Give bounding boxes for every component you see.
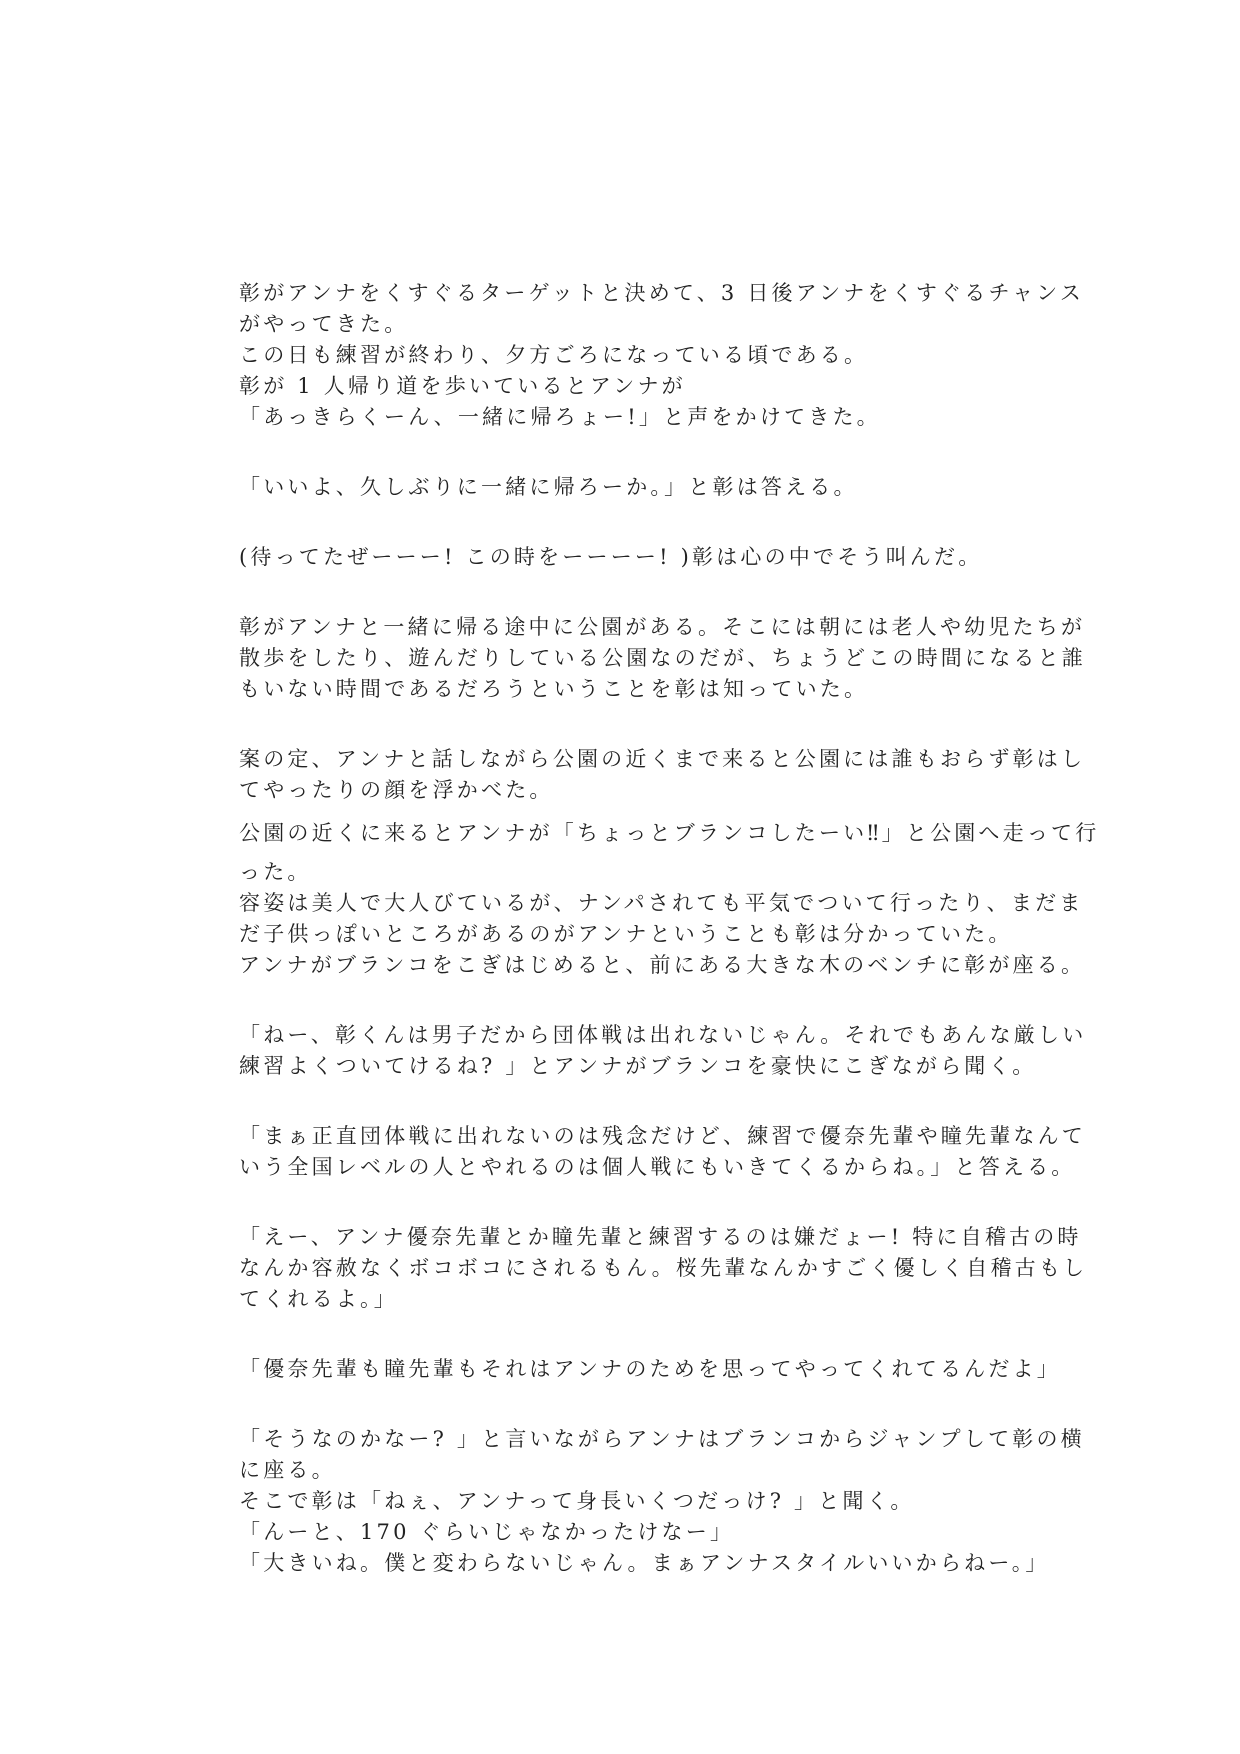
- story-text: [239, 278, 1100, 1579]
- paragraph-8: [239, 1121, 1086, 1183]
- paragraph-3: [239, 542, 1009, 573]
- text-line: そこで彰は「ねぇ、アンナって身長いくつだっけ? 」と聞く。: [239, 1489, 915, 1513]
- text-line: 練習よくついてけるね? 」とアンナがブランコを豪快にこぎながら聞く。: [239, 1054, 1037, 1078]
- text-line: だ子供っぽいところがあるのがアンナということも彰は分かっていた。: [239, 922, 1013, 946]
- text-line: 案の定、アンナと話しながら公園の近くまで来ると公園には誰もおらず彰はし: [239, 747, 1086, 771]
- paragraph-7: [239, 1020, 1087, 1082]
- text-line: 「いいよ、久しぶりに一緒に帰ろーか。」と彰は答える。: [239, 475, 858, 499]
- text-line: アンナがブランコをこぎはじめると、前にある大きな木のベンチに彰が座る。: [239, 953, 1086, 977]
- text-line: 「あっきらくーん、一緒に帰ろょー!」と声をかけてきた。: [239, 405, 881, 429]
- text-line: 容姿は美人で大人びているが、ナンパされても平気でついて行ったり、まだま: [239, 891, 1084, 915]
- text-line: った。: [239, 860, 312, 884]
- text-line: 「優奈先輩も瞳先輩もそれはアンナのためを思ってやってくれてるんだよ」: [239, 1357, 1061, 1381]
- text-line: 「大きいね。僕と変わらないじゃん。まぁアンナスタイルいいからねー。」: [239, 1551, 1050, 1575]
- text-line: 公園の近くに来るとアンナが「ちょっとブランコしたーい‼」と公園へ走って行: [239, 821, 1100, 845]
- text-line: いう全国レベルの人とやれるのは個人戦にもいきてくるからね。」と答える。: [239, 1155, 1076, 1179]
- text-line: 「まぁ正直団体戦に出れないのは残念だけど、練習で優奈先輩や瞳先輩なんて: [239, 1124, 1086, 1148]
- text-line: 彰がアンナと一緒に帰る途中に公園がある。そこには朝には老人や幼児たちが: [239, 615, 1086, 639]
- paragraph-9: [239, 1222, 1088, 1315]
- paragraph-gap: [239, 1385, 1009, 1424]
- text-line: 「えー、アンナ優奈先輩とか瞳先輩と練習するのは嫌だょー! 特に自稽古の時: [239, 1225, 1082, 1249]
- paragraph-gap: [239, 806, 1009, 818]
- paragraph-gap: [239, 503, 1009, 542]
- text-line: なんか容赦なくボコボコにされるもん。桜先輩なんかすごく優しく自稽古もし: [239, 1256, 1088, 1280]
- paragraph-gap: [239, 1183, 1009, 1222]
- text-line: 散歩をしたり、遊んだりしている公園なのだが、ちょうどこの時間になると誰: [239, 646, 1086, 670]
- text-line: がやってきた。: [239, 312, 409, 336]
- text-line: もいない時間であるだろうということを彰は知っていた。: [239, 677, 869, 701]
- text-line: 「ねー、彰くんは男子だから団体戦は出れないじゃん。それでもあんな厳しい: [239, 1023, 1087, 1047]
- paragraph-4: [239, 612, 1086, 705]
- paragraph-gap: [239, 705, 1009, 744]
- paragraph-5: [239, 744, 1086, 806]
- paragraph-gap: [239, 433, 1009, 472]
- paragraph-gap: [239, 1315, 1009, 1354]
- text-line: てくれるよ。」: [239, 1287, 398, 1311]
- text-line: 彰がアンナをくすぐるターゲットと決めて、3 日後アンナをくすぐるチャンス: [239, 281, 1085, 305]
- paragraph-6: [239, 818, 1100, 981]
- text-line: この日も練習が終わり、夕方ごろになっている頃である。: [239, 343, 869, 367]
- text-line: (待ってたぜーーー! この時をーーーー! )彰は心の中でそう叫んだ。: [239, 545, 983, 569]
- paragraph-11: [239, 1424, 1085, 1579]
- line-gap: [239, 849, 1009, 857]
- paragraph-gap: [239, 981, 1009, 1020]
- text-line: 彰が 1 人帰り道を歩いているとアンナが: [239, 374, 686, 398]
- paragraph-gap: [239, 1082, 1009, 1121]
- paragraph-2: [239, 472, 1009, 503]
- text-line: に座る。: [239, 1458, 336, 1482]
- text-line: 「んーと、170 ぐらいじゃなかったけなー」: [239, 1520, 735, 1544]
- paragraph-10: [239, 1354, 1061, 1385]
- text-line: 「そうなのかなー? 」と言いながらアンナはブランコからジャンプして彰の横: [239, 1427, 1085, 1451]
- text-line: てやったりの顔を浮かべた。: [239, 778, 554, 802]
- paragraph-1: [239, 278, 1085, 433]
- paragraph-gap: [239, 573, 1009, 612]
